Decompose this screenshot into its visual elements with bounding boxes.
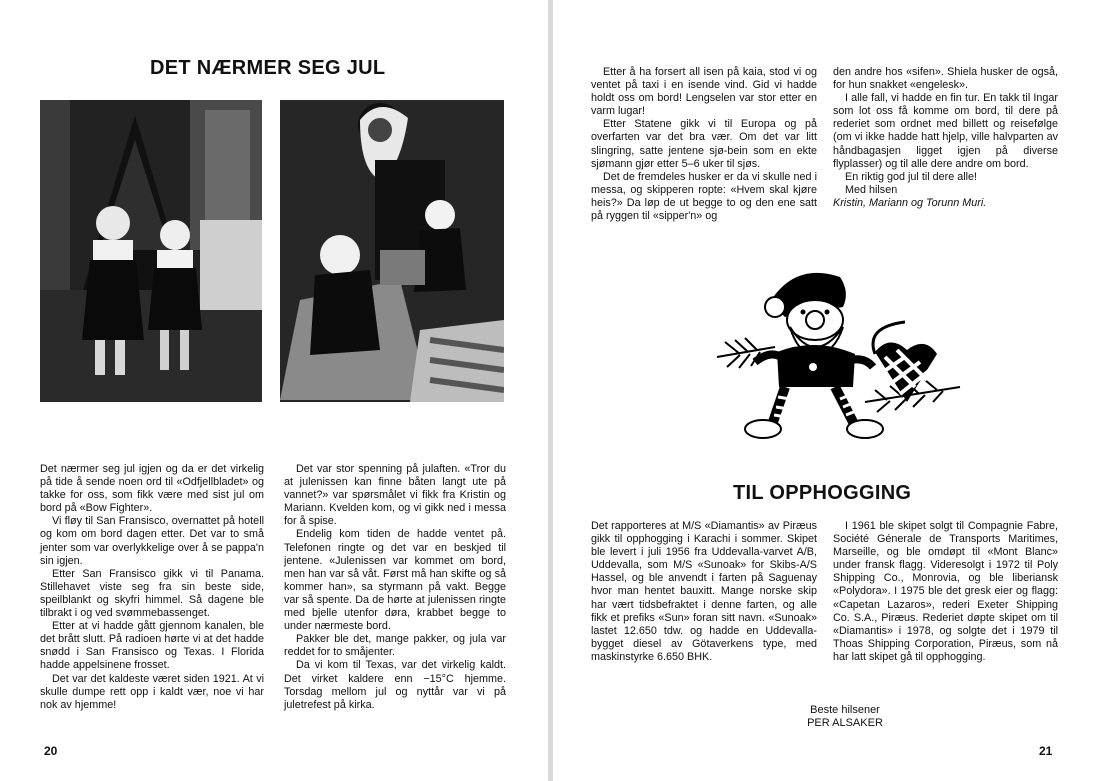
page-number-left: 20	[44, 744, 58, 758]
paragraph: Etter at vi hadde gått gjennom kanalen, ble det brått slutt. På radioen hørte vi at det hadde snødd i San Fransisco og Texas. I Florida hadde appelsinene frosset.	[40, 620, 264, 672]
paragraph: Etter San Fransisco gikk vi til Panama. Stillehavet viste seg fra sin beste side, speilblankt og skyfri himmel. Så dagene ble tilbrakt i og ved svømmebassenget.	[40, 567, 264, 620]
paragraph: I alle fall, vi hadde en fin tur. En takk til Ingar som lot oss få komme om bord, til dere på rederiet som ordnet med billett og reisefølge (om vi ikke hadde hatt hjelp, ville halvparten av håndbagasjen ligget igjen på diverse flyplasser) og til alle dere andre om bord.	[833, 92, 1058, 170]
paragraph: Vi fløy til San Fransisco, overnattet på hotell og kom om bord dagen etter. Det var to små jenter som var overlykkelige over å se pappa'n sin igjen.	[40, 515, 264, 567]
paragraph: Med hilsen	[845, 183, 898, 196]
article-column-1	[40, 463, 264, 712]
paragraph: En riktig god jul til dere alle!	[845, 170, 978, 183]
letter-signoff: Kristin, Mariann og Torunn Muri.	[833, 196, 987, 209]
paragraph: Det var stor spenning på julaften. «Tror du at julenissen kan finne båten langt ute på vannet?» var spørsmålet vi fikk fra Kristin og Mariann. Kvelden kom, og vi gikk ned i messa for å spise.	[284, 463, 506, 528]
article-column-1	[591, 520, 817, 664]
paragraph: Det rapporteres at M/S «Diamantis» av Piræus gikk til opphogging i Karachi i sommer. Skipet ble levert i juli 1956 fra Uddevalla-varvet A/B, Uddevalla, som M/S «Sunoak» for Skibs-A/S Hassel, og ble anvendt i farten på Saguenay hvor man hentet bauxitt. Mange norske skip har vært tidsbefraktet i denne farten, og alle fikk et prefiks «Sun» foran sitt navn. «Sunoak» lastet 12.650 tdw. og hadde en Uddevalla-bygget diesel av Götaverkens type, med maskinstyrke 6.650 BHK.	[591, 520, 817, 663]
letter-column-1	[591, 66, 817, 223]
page-right	[553, 0, 1100, 781]
page-left	[0, 0, 548, 781]
paragraph: Etter å ha forsert all isen på kaia, stod vi og ventet på taxi i en isende vind. Gid vi hadde holdt oss om bord! Lengselen var stor etter en varm lugar!	[591, 66, 817, 118]
paragraph: Det nærmer seg jul igjen og da er det virkelig på tide å sende noen ord til «Odfjellbladet» og takke for oss, som fikk være med sist jul om bord på «Bow Fighter».	[40, 463, 264, 515]
paragraph: Da vi kom til Texas, var det virkelig kaldt. Det virket kaldere enn −15°C hjemme. Torsdag mellom jul og nyttår var vi på juletrefest på kirka.	[284, 659, 506, 711]
page-number-right: 21	[1039, 744, 1053, 758]
article-title-opphogging: TIL OPPHOGGING	[733, 482, 912, 504]
paragraph: Pakker ble det, mange pakker, og jula var reddet for to småjenter.	[284, 633, 506, 659]
letter-column-2	[833, 66, 1058, 210]
christmas-gnome-illustration	[715, 262, 965, 447]
photo-two-girls-christmas-tree	[40, 100, 262, 402]
paragraph: den andre hos «sifen». Shiela husker de også, for hun snakket «engelesk».	[833, 66, 1058, 92]
signature-name: PER ALSAKER	[807, 717, 883, 729]
paragraph: I 1961 ble skipet solgt til Compagnie Fabre, Société Génerale de Transports Maritimes, Marseille, og ble omdøpt til «Mont Blanc» under fransk flagg. Videresolgt i 1972 til Poly Shipping Co., Monrovia, og ble liberiansk «Polydora». I 1975 ble det gresk eier og flagg: «Capetan Lazaros», rederi Exeter Shipping Co. S.A., Piræus. Rederiet døpte skipet om til «Diamantis» i 1978, og solgte det i 1979 til Thoas Shipping Corporation, Piræus, som nå har latt skipet gå til opphogging.	[833, 520, 1058, 663]
paragraph: Det de fremdeles husker er da vi skulle ned i messa, og skipperen ropte: «Hvem skal kjøre heis?» Da løp de ut begge to og den ene satt på ryggen til «sipper'n» og	[591, 170, 817, 223]
signature-block	[775, 704, 915, 730]
photo-santa-with-girls	[280, 100, 504, 402]
paragraph: Etter Statene gikk vi til Europa og på overfarten var det bra vær. Om det var litt slingring, satte jentene sjø-bein som en ekte sjømann gjør etter 5–6 uker til sjøs.	[591, 118, 817, 170]
signature-greeting: Beste hilsener	[810, 704, 880, 716]
article-column-2	[833, 520, 1058, 664]
paragraph: Endelig kom tiden de hadde ventet på. Telefonen ringte og det var en beskjed til jentene. «Julenissen var kommet om bord, men han var så våt. Først må han skifte og så kommer han», sa styrmann på vakt. Begge var så spente. Da de hørte at julenissen ringte med bjelle utenfor døra, krabbet begge to under nærmeste bord.	[284, 528, 506, 633]
article-column-2	[284, 463, 506, 712]
article-title-jul: DET NÆRMER SEG JUL	[150, 57, 386, 79]
paragraph: Det var det kaldeste været siden 1921. At vi skulle dumpe rett opp i kaldt vær, noe vi har nok av hjemme!	[40, 672, 264, 711]
